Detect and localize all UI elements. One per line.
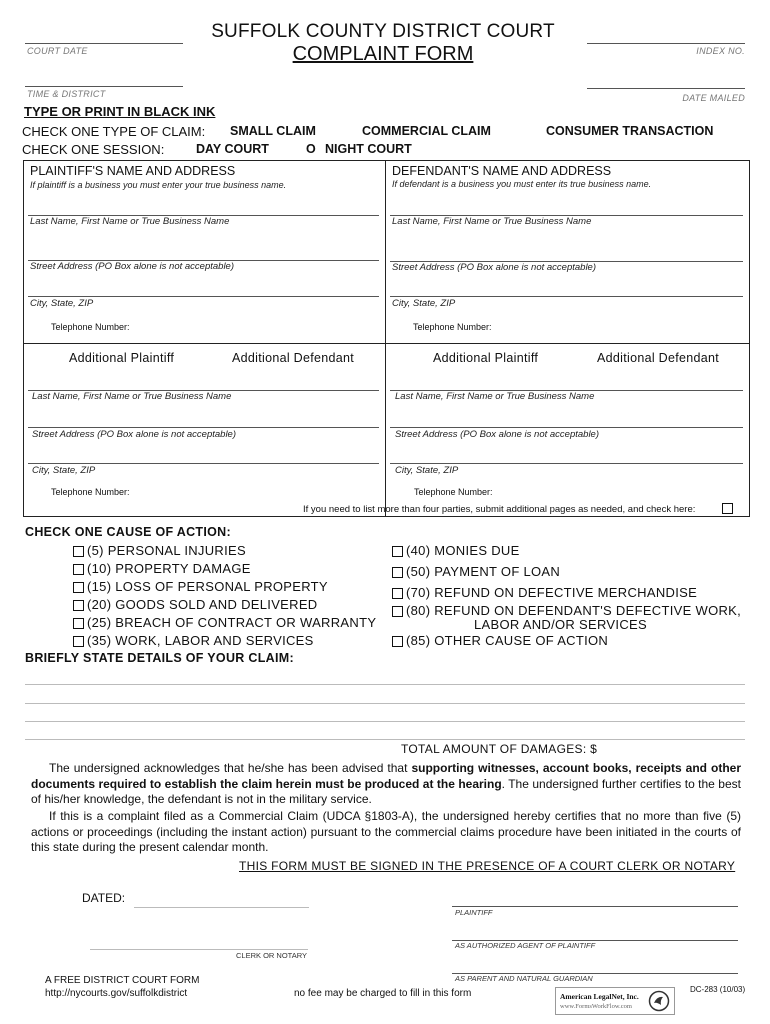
publisher-name: American LegalNet, Inc. [560,992,639,1001]
add-left-name-label: Last Name, First Name or True Business Name [32,391,232,402]
plaintiff-city-label: City, State, ZIP [30,298,94,309]
session-night[interactable]: NIGHT COURT [325,142,412,156]
checkbox-icon[interactable] [73,618,84,629]
cause-title: CHECK ONE CAUSE OF ACTION: [25,525,231,539]
cause-10[interactable]: (10) PROPERTY DAMAGE [73,561,251,576]
details-line-1[interactable] [25,684,745,685]
add-defendant-right[interactable]: Additional Defendant [597,351,720,365]
cause-20[interactable]: (20) GOODS SOLD AND DELIVERED [73,597,317,612]
add-right-name-label: Last Name, First Name or True Business Name [395,391,595,402]
checkbox-icon[interactable] [392,606,403,617]
guardian-signature-label: AS PARENT AND NATURAL GUARDIAN [455,974,593,983]
claim-small[interactable]: SMALL CLAIM [230,124,316,138]
clerk-signature-label: CLERK OR NOTARY [236,951,307,960]
plaintiff-signature-line[interactable] [452,906,738,907]
session-day[interactable]: DAY COURT [196,142,269,156]
court-name: SUFFOLK COUNTY DISTRICT COURT [211,21,555,42]
defendant-city-label: City, State, ZIP [392,298,456,309]
claim-consumer[interactable]: CONSUMER TRANSACTION [546,124,714,138]
add-defendant-left[interactable]: Additional Defendant [232,351,355,365]
add-right-city-label: City, State, ZIP [395,465,459,476]
cause-80[interactable]: (80) REFUND ON DEFENDANT'S DEFECTIVE WORK, [392,603,741,618]
details-title: BRIEFLY STATE DETAILS OF YOUR CLAIM: [25,651,294,665]
total-damages[interactable]: TOTAL AMOUNT OF DAMAGES: $ [401,742,598,756]
session-label: CHECK ONE SESSION: [22,142,165,157]
plaintiff-city-line[interactable] [28,296,379,297]
cause-35[interactable]: (35) WORK, LABOR AND SERVICES [73,633,314,648]
index-no-line[interactable] [587,43,745,44]
add-plaintiff-left[interactable]: Additional Plaintiff [69,351,175,365]
checkbox-icon[interactable] [392,588,403,599]
claim-commercial[interactable]: COMMERCIAL CLAIM [362,124,491,138]
cause-25[interactable]: (25) BREACH OF CONTRACT OR WARRANTY [73,615,376,630]
plaintiff-title: PLAINTIFF'S NAME AND ADDRESS [30,164,236,178]
plaintiff-telephone[interactable]: Telephone Number: [51,322,130,332]
defendant-name-label: Last Name, First Name or True Business Name [392,216,592,227]
court-date-line[interactable] [25,43,183,44]
plaintiff-note: If plaintiff is a business you must enter your true business name. [30,180,287,190]
add-left-city-line[interactable] [28,463,379,464]
add-left-street-line[interactable] [28,427,379,428]
form-number: DC-283 (10/03) [690,985,746,994]
add-left-street-label: Street Address (PO Box alone is not acceptable) [32,429,237,440]
footer-no-fee: no fee may be charged to fill in this form [294,988,472,999]
defendant-street-label: Street Address (PO Box alone is not acceptable) [392,262,597,273]
index-no-label: INDEX NO. [696,46,745,56]
ack-paragraph-2: If this is a complaint filed as a Commercial Claim (UDCA §1803-A), the undersigned hereby certifies that no more than five (5) actions or proceedings (including the instant action) pursuant to the commercial claims procedure have been initiated in the courts of this state during the present calendar month. [31,809,741,854]
ack-paragraph-1: The undersigned acknowledges that he/she has been advised that supporting witnesses, account books, receipts and other documents required to establish the claim herein must be produced at the hearing. The undersigned further certifies to the best of his/her knowledge, the defendant is not in the military service. [31,761,742,806]
checkbox-icon[interactable] [73,600,84,611]
agent-signature-label: AS AUTHORIZED AGENT OF PLAINTIFF [455,941,596,950]
checkbox-icon[interactable] [392,546,403,557]
court-date-label: COURT DATE [27,46,88,56]
clerk-signature-line[interactable] [90,949,308,950]
type-or-print: TYPE OR PRINT IN BLACK INK [24,104,216,119]
time-district-line[interactable] [25,86,183,87]
details-line-3[interactable] [25,721,745,722]
cause-15[interactable]: (15) LOSS OF PERSONAL PROPERTY [73,579,328,594]
cause-5[interactable]: (5) PERSONAL INJURIES [73,543,246,558]
publisher-badge [555,987,675,1015]
add-right-city-line[interactable] [390,463,743,464]
cause-80-cont: LABOR AND/OR SERVICES [474,617,647,632]
cause-40[interactable]: (40) MONIES DUE [392,543,520,558]
publisher-url: www.FormsWorkFlow.com [560,1003,632,1010]
add-right-street-line[interactable] [390,427,743,428]
parties-hdivider [23,343,750,344]
date-mailed-line[interactable] [587,88,745,89]
claim-type-label: CHECK ONE TYPE OF CLAIM: [22,124,206,139]
checkbox-icon[interactable] [73,636,84,647]
footer-url[interactable]: http://nycourts.gov/suffolkdistrict [45,988,188,999]
date-mailed-label: DATE MAILED [682,93,745,103]
cause-50[interactable]: (50) PAYMENT OF LOAN [392,564,560,579]
footer-free-form: A FREE DISTRICT COURT FORM [45,975,200,986]
parties-divider [385,160,386,517]
details-line-4[interactable] [25,739,745,740]
add-right-street-label: Street Address (PO Box alone is not acceptable) [395,429,600,440]
time-district-label: TIME & DISTRICT [27,89,106,99]
checkbox-icon[interactable] [73,546,84,557]
checkbox-icon[interactable] [392,636,403,647]
checkbox-icon[interactable] [73,564,84,575]
add-left-telephone[interactable]: Telephone Number: [51,487,130,497]
defendant-title: DEFENDANT'S NAME AND ADDRESS [392,164,612,178]
add-right-telephone[interactable]: Telephone Number: [414,487,493,497]
more-parties-checkbox[interactable] [722,503,733,514]
defendant-telephone[interactable]: Telephone Number: [413,322,492,332]
defendant-note: If defendant is a business you must enter its true business name. [392,179,652,189]
sign-notice: THIS FORM MUST BE SIGNED IN THE PRESENCE OF A COURT CLERK OR NOTARY [239,859,736,873]
publisher-logo-icon [648,990,670,1012]
more-parties-note: If you need to list more than four parties, submit additional pages as needed, and check here: [303,504,696,515]
cause-70[interactable]: (70) REFUND ON DEFECTIVE MERCHANDISE [392,585,697,600]
add-plaintiff-right[interactable]: Additional Plaintiff [433,351,539,365]
add-left-city-label: City, State, ZIP [32,465,96,476]
cause-85[interactable]: (85) OTHER CAUSE OF ACTION [392,633,608,648]
session-night-mark[interactable]: O [306,142,316,156]
defendant-city-line[interactable] [390,296,743,297]
plaintiff-signature-label: PLAINTIFF [455,908,493,917]
plaintiff-name-label: Last Name, First Name or True Business Name [30,216,230,227]
plaintiff-street-label: Street Address (PO Box alone is not acceptable) [30,261,235,272]
dated-line[interactable] [134,907,309,908]
form-title: COMPLAINT FORM [292,43,474,65]
dated-label: DATED: [82,891,126,905]
checkbox-icon[interactable] [392,567,403,578]
checkbox-icon[interactable] [73,582,84,593]
details-line-2[interactable] [25,703,745,704]
